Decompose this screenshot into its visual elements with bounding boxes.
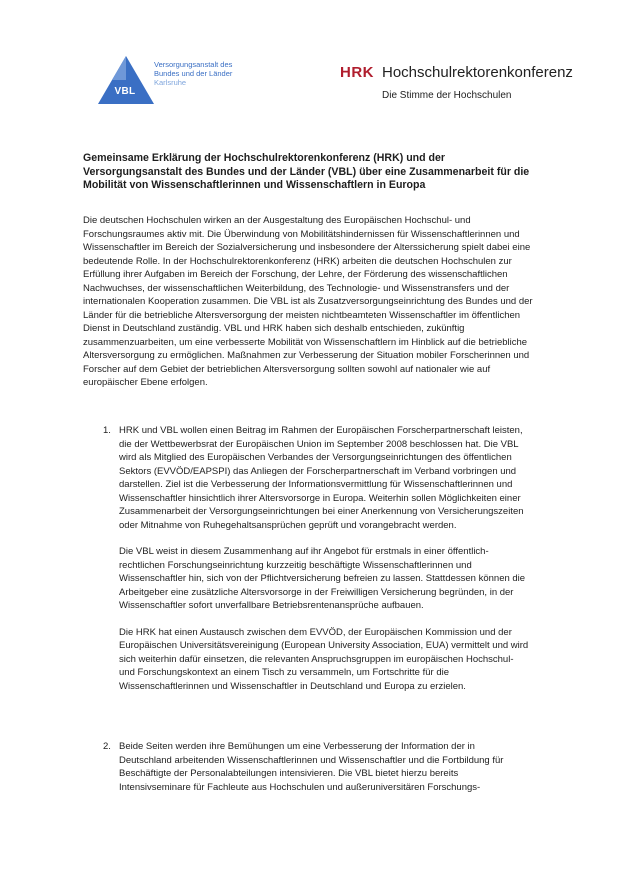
document-title: Gemeinsame Erklärung der Hochschulrektorenkonferenz (HRK) und der Versorgungsanstalt des Bundes und der Länder (VBL) über eine Zusammenarbeit für die Mobilität von Wissenschaftlerinnen und Wissenschaftlern in Europa xyxy=(83,152,530,191)
vbl-city: Karlsruhe xyxy=(154,78,187,87)
point-number: 2. xyxy=(103,741,111,752)
vbl-name-line2: Bundes und der Länder xyxy=(154,69,233,78)
hrk-mark: HRK xyxy=(340,64,374,81)
point-number: 1. xyxy=(103,425,111,436)
point-body xyxy=(119,424,529,706)
hrk-name: Hochschulrektorenkonferenz xyxy=(382,64,573,81)
point-paragraph: Beide Seiten werden ihre Bemühungen um eine Verbesserung der Information der in Deutschland arbeitenden Wissenschaftlerinnen und Wissenschaftler und die Fortbildung für Beschäftigte der Personalabteilungen intensivieren. Die VBL bietet hierzu bereits Intensivseminare für Fachleute aus Hochschulen und außeruniversitären Forschungs- xyxy=(119,741,504,793)
vbl-mark-text: VBL xyxy=(114,86,136,97)
point-paragraph: Die VBL weist in diesem Zusammenhang auf ihr Angebot für erstmals in einer öffentlich-rechtlichen Forschungseinrichtung kurzzeitig beschäftigte Wissenschaftlerinnen und Wissenschaftler hin, sich von der Pflichtversicherung befreien zu lassen. Stattdessen können die Arbeitgeber eine zusätzliche Altersvorsorge in der Freiwilligen Versicherung begründen, in der Wissenschaftler sofort unverfallbare Betriebsrentenansprüche aufbauen. xyxy=(119,546,526,611)
point-paragraph: HRK und VBL wollen einen Beitrag im Rahmen der Europäischen Forscherpartnerschaft leisten, die der Wettbewerbsrat der Europäischen Union im September 2008 beschlossen hat. Die VBL wird als Mitglied des Europäischen Verbandes der Versorgungseinrichtungen des öffentlichen Sektors (EVVÖD/EAPSPI) das Anliegen der Forscherpartnerschaft im Verband vorbringen und darstellen. Ziel ist die Verbesserung der Informationsvermittlung für Wissenschaftlerinnen und Wissenschaftler hinsichtlich ihrer Altersvorsorge in Europa. Weiterhin sollen Möglichkeiten einer Zusammenarbeit der Versorgungseinrichtungen bei einer Anerkennung von Versicherungszeiten oder Mitnahme von Ruhegehaltsansprüchen geprüft und vorangebracht werden. xyxy=(119,425,524,531)
hrk-logo xyxy=(340,64,590,104)
vbl-organization-name xyxy=(154,60,232,87)
intro-paragraph: Die deutschen Hochschulen wirken an der Ausgestaltung des Europäischen Hochschul- und Forschungsraumes aktiv mit. Die Überwindung von Mobilitätshindernissen für Wissenschaftlerinnen und Wissenschaftler im Bereich der Sozialversicherung und insbesondere der Alterssicherung spielt dabei eine bedeutende Rolle. In der Hochschulrektorenkonferenz (HRK) arbeiten die deutschen Hochschulen zur Erfüllung ihrer Aufgaben im Bereich der Forschung, der Lehre, der Förderung des wissenschaftlichen Nachwuchses, der wissenschaftlichen Weiterbildung, des Technologie- und Wissenstransfers und der internationalen Kooperation zusammen. Die VBL ist als Zusatzversorgungseinrichtung des Bundes und der Länder für die betriebliche Altersversorgung der meisten nichtbeamteten Wissenschaftler im öffentlichen Dienst in Deutschland zuständig. VBL und HRK haben sich deshalb entschieden, zukünftig zusammenzuarbeiten, um eine verbesserte Mobilität von Wissenschaftlern im Hinblick auf die betriebliche Altersversorgung zu ermöglichen. Maßnahmen zur Verbesserung der Situation mobiler Forscherinnen und Forscher auf dem Gebiet der betrieblichen Altersversorgung sollten sowohl auf nationaler wie auf europäischer Ebene erfolgen. xyxy=(83,215,533,388)
point-paragraph: Die HRK hat einen Austausch zwischen dem EVVÖD, der Europäischen Kommission und der Europäischen Universitätsvereinigung (European University Association, EUA) vermittelt und wird sich weiterhin dafür einsetzen, die relevanten Anspruchsgruppen im europäischen Hochschul- und Forschungskontext an einem Tisch zu versammeln, um Fortschritte für die Wissenschaftlerinnen und Wissenschaftler in Deutschland und Europa zu erzielen. xyxy=(119,626,529,692)
point-body xyxy=(119,740,529,807)
hrk-tagline: Die Stimme der Hochschulen xyxy=(382,90,512,101)
vbl-name-line1: Versorgungsanstalt des xyxy=(154,60,233,69)
vbl-logo xyxy=(92,54,332,104)
